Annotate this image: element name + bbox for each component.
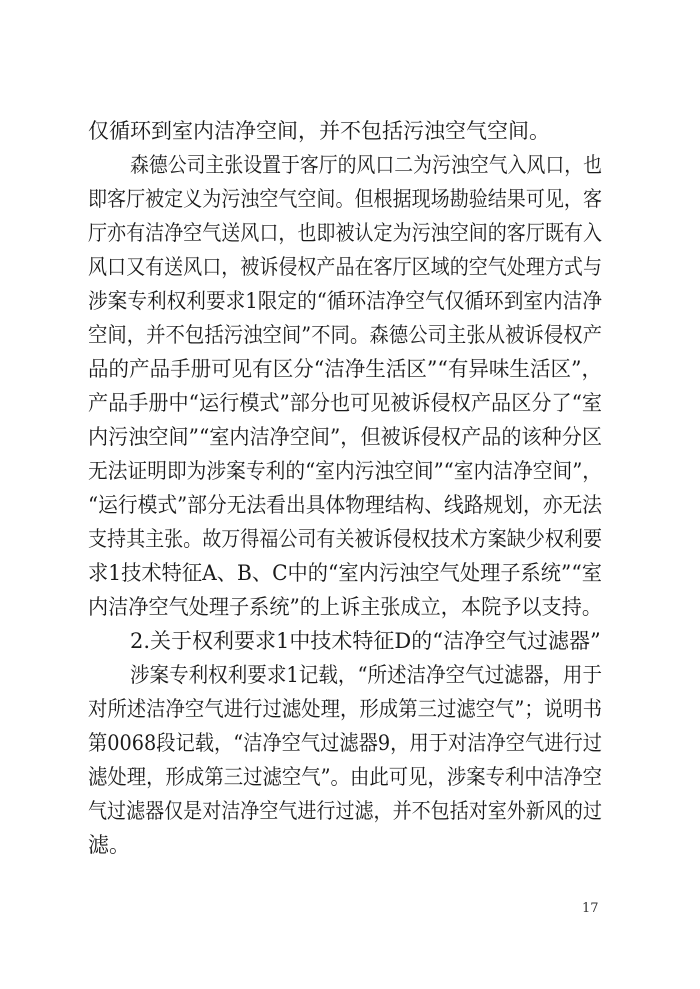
line-text: 即客厅被定义为污浊空气空间。但根据现场勘验结果可见，客 — [88, 187, 602, 211]
text-line-2 — [0, 147, 700, 183]
line-text: 森德公司主张设置于客厅的风口二为污浊空气入风口，也 — [130, 153, 602, 177]
line-text: 风口又有送风口，被诉侵权产品在客厅区域的空气处理方式与 — [88, 255, 602, 279]
text-line-15 — [0, 589, 700, 625]
text-line-17 — [0, 657, 700, 693]
text-line-22 — [0, 827, 700, 863]
text-line-8 — [0, 351, 700, 387]
text-line-1 — [0, 113, 700, 149]
text-line-19 — [0, 725, 700, 761]
line-text: 仅循环到室内洁净空间，并不包括污浊空气空间。 — [88, 119, 550, 143]
text-line-11 — [0, 453, 700, 489]
line-text: “运行模式”部分无法看出具体物理结构、线路规划，亦无法 — [88, 493, 603, 517]
line-text: 支持其主张。故万得福公司有关被诉侵权技术方案缺少权利要 — [88, 527, 602, 551]
line-text: 内污浊空间”“室内洁净空间”，但被诉侵权产品的该种分区 — [88, 425, 603, 449]
text-line-14 — [0, 555, 700, 591]
text-line-18 — [0, 691, 700, 727]
line-text: 空间，并不包括污浊空间”不同。森德公司主张从被诉侵权产 — [88, 323, 602, 347]
text-line-10 — [0, 419, 700, 455]
heading-text: 2.关于权利要求1中技术特征D的“洁净空气过滤器” — [130, 629, 601, 653]
line-text: 滤处理，形成第三过滤空气”。由此可见，涉案专利中洁净空 — [88, 765, 602, 789]
line-text: 涉案专利权利要求1限定的“循环洁净空气仅循环到室内洁净 — [88, 289, 603, 313]
text-line-12 — [0, 487, 700, 523]
line-text: 产品手册中“运行模式”部分也可见被诉侵权产品区分了“室 — [88, 391, 603, 415]
line-text: 气过滤器仅是对洁净空气进行过滤，并不包括对室外新风的过 — [88, 799, 602, 823]
text-line-4 — [0, 215, 700, 251]
text-line-13 — [0, 521, 700, 557]
line-text: 涉案专利权利要求1记载，“所述洁净空气过滤器，用于 — [130, 663, 603, 687]
line-text: 求1技术特征A、B、C中的“室内污浊空气处理子系统”“室 — [88, 561, 602, 585]
page-number: 17 — [582, 901, 599, 916]
text-line-7 — [0, 317, 700, 353]
line-text: 第0068段记载，“洁净空气过滤器9，用于对洁净空气进行过 — [88, 731, 603, 755]
text-line-9 — [0, 385, 700, 421]
text-line-6 — [0, 283, 700, 319]
line-text: 滤。 — [88, 833, 130, 857]
text-line-21 — [0, 793, 700, 829]
line-text: 对所述洁净空气进行过滤处理，形成第三过滤空气”；说明书 — [88, 697, 602, 721]
line-text: 无法证明即为涉案专利的“室内污浊空间”“室内洁净空间”， — [88, 459, 603, 483]
line-text: 厅亦有洁净空气送风口，也即被认定为污浊空间的客厅既有入 — [88, 221, 602, 245]
section-heading — [0, 623, 700, 659]
line-text: 品的产品手册可见有区分“洁净生活区”“有异味生活区”， — [88, 357, 603, 381]
text-line-5 — [0, 249, 700, 285]
text-line-20 — [0, 759, 700, 795]
text-line-3 — [0, 181, 700, 217]
line-text: 内洁净空气处理子系统”的上诉主张成立，本院予以支持。 — [88, 595, 602, 619]
